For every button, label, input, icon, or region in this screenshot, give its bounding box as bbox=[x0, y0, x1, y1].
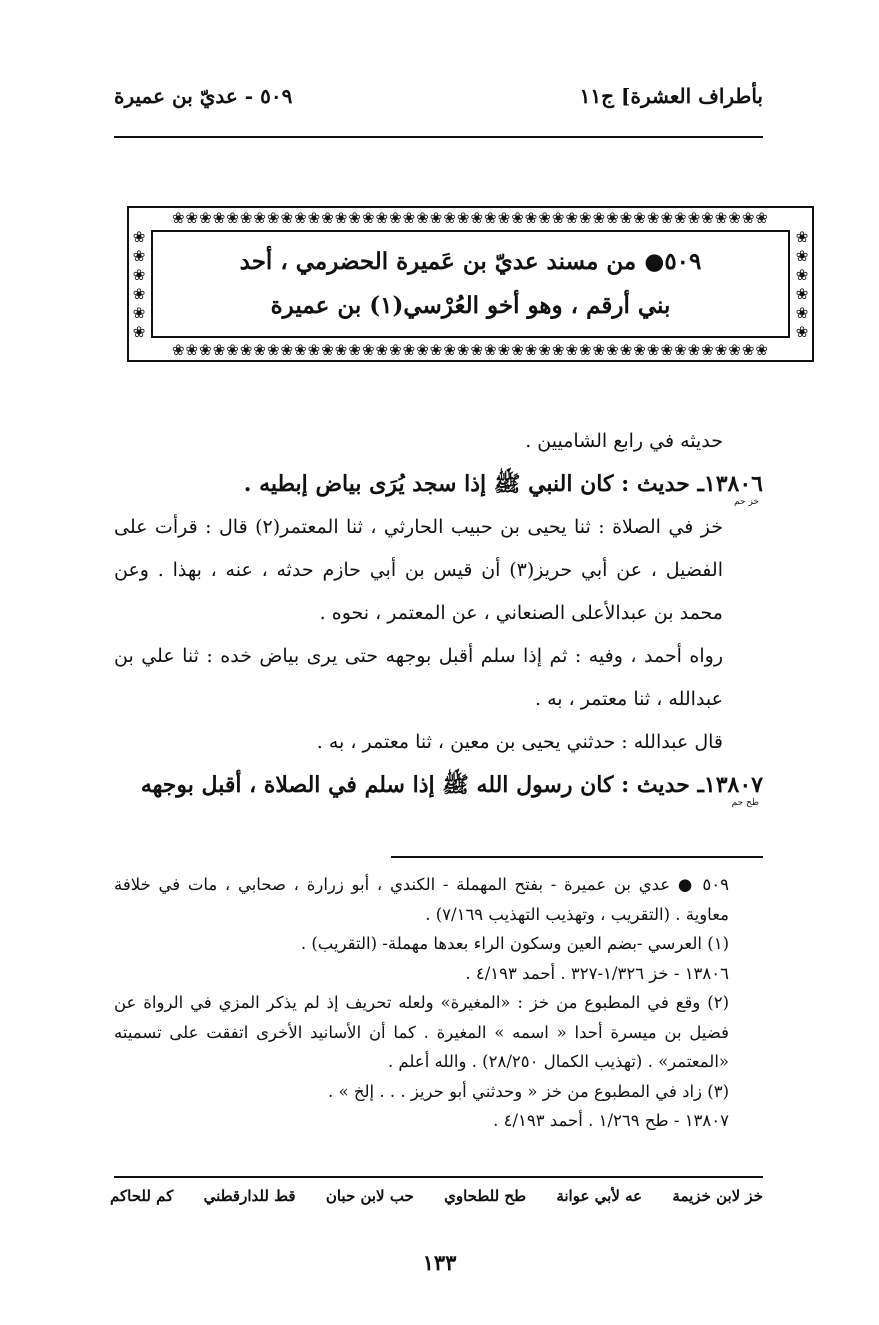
section-title-line-2: بني أرقم ، وهو أخو العُرْسي(١) بن عميرة bbox=[270, 292, 671, 319]
paragraph-chain-1: خز في الصلاة : ثنا يحيى بن حبيب الحارثي ، ثنا المعتمر(٢) قال : قرأت على الفضيل ، عن أبي حريز(٣) أن قيس بن أبي حازم حدثه ، عنه ، بهذا . وعن محمد بن عبدالأعلى الصنعاني ، عن المعتمر ، نحوه . bbox=[114, 516, 723, 624]
hadith-number: ١٣٨٠٦ bbox=[703, 471, 763, 497]
ornament-border-right: ❀ ❀ ❀ ❀ ❀ ❀ bbox=[795, 228, 809, 340]
footnote-13806: ١٣٨٠٦ - خز ١/٣٢٦-٣٢٧ . أحمد ٤/١٩٣ . bbox=[465, 963, 729, 983]
ornament-border-left: ❀ ❀ ❀ ❀ ❀ ❀ bbox=[132, 228, 146, 340]
abbreviation-item: كم للحاكم bbox=[110, 1187, 174, 1205]
running-header bbox=[114, 84, 763, 118]
paragraph-chain-2: رواه أحمد ، وفيه : ثم إذا سلم أقبل بوجهه حتى يرى بياض خده : ثنا علي بن عبدالله ، ثنا معتمر ، به . bbox=[114, 645, 723, 710]
abbreviations-key bbox=[110, 1187, 763, 1205]
hadith-text: ـ حديث : كان النبي ﷺ إذا سجد يُرَى بياض إبطيه . bbox=[243, 471, 704, 497]
abbreviation-item: عه لأبي عوانة bbox=[556, 1187, 643, 1205]
header-book-title: بأطراف العشرة] ج١١ bbox=[579, 84, 763, 108]
abbreviation-item: طح للطحاوي bbox=[444, 1187, 527, 1205]
hadith-source-tag: خز حم bbox=[734, 497, 759, 507]
footnote-3: (٣) زاد في المطبوع من خز « وحدثني أبو حريز . . . إلخ » . bbox=[328, 1081, 729, 1101]
hadith-13806 bbox=[114, 463, 763, 506]
footnote-1: (١) العرسي -بضم العين وسكون الراء بعدها مهملة- (التقريب) . bbox=[300, 934, 729, 953]
intro-line: حديثه في رابع الشاميين . bbox=[525, 430, 723, 452]
main-text bbox=[114, 420, 763, 807]
abbreviations-rule bbox=[114, 1176, 763, 1178]
section-title bbox=[151, 230, 790, 338]
abbreviation-item: حب لابن حبان bbox=[325, 1187, 414, 1205]
header-chapter-title: ٥٠٩ - عديّ بن عميرة bbox=[114, 84, 293, 108]
abbreviation-item: خز لابن خزيمة bbox=[672, 1187, 763, 1205]
abbreviation-item: قط للدارقطني bbox=[203, 1187, 296, 1205]
paragraph-chain-3: قال عبدالله : حدثني يحيى بن معين ، ثنا معتمر ، به . bbox=[316, 731, 723, 753]
hadith-text: ـ حديث : كان رسول الله ﷺ إذا سلم في الصلاة ، أقبل بوجهه bbox=[140, 772, 704, 798]
page-number: ١٣٣ bbox=[422, 1250, 457, 1275]
hadith-source-tag: طح حم bbox=[731, 798, 759, 808]
ornament-border-bottom: ❀❀❀❀❀❀❀❀❀❀❀❀❀❀❀❀❀❀❀❀❀❀❀❀❀❀❀❀❀❀❀❀❀❀❀❀❀❀❀❀❀❀❀❀ bbox=[171, 342, 769, 358]
footnotes bbox=[114, 870, 763, 1136]
section-title-line-1: ٥٠٩● من مسند عديّ بن عَميرة الحضرمي ، أحد bbox=[239, 248, 702, 275]
footnote-13807: ١٣٨٠٧ - طح ١/٢٦٩ . أحمد ٤/١٩٣ . bbox=[493, 1111, 729, 1130]
header-rule bbox=[114, 136, 763, 138]
ornament-border-top: ❀❀❀❀❀❀❀❀❀❀❀❀❀❀❀❀❀❀❀❀❀❀❀❀❀❀❀❀❀❀❀❀❀❀❀❀❀❀❀❀❀❀❀❀ bbox=[171, 210, 769, 226]
hadith-13807 bbox=[114, 764, 763, 807]
hadith-number: ١٣٨٠٧ bbox=[703, 772, 763, 798]
footnote-509: ٥٠٩ ● عدي بن عميرة - بفتح المهملة - الكندي ، أبو زرارة ، صحابي ، مات في خلافة معاوية . (التقريب ، وتهذيب التهذيب ٧/١٦٩) . bbox=[114, 875, 729, 924]
footnote-2: (٢) وقع في المطبوع من خز : «المغيرة» ولعله تحريف إذ لم يذكر المزي في الرواة عن فضيل بن ميسرة أحدا « اسمه » المغيرة . كما أن الأسانيد الأخرى اتفقت على تسميته «المعتمر» . (تهذيب الكمال ٢٨/٢٥٠) . والله أعلم . bbox=[114, 993, 729, 1071]
section-title-frame bbox=[127, 206, 814, 362]
footnote-rule bbox=[391, 856, 763, 858]
